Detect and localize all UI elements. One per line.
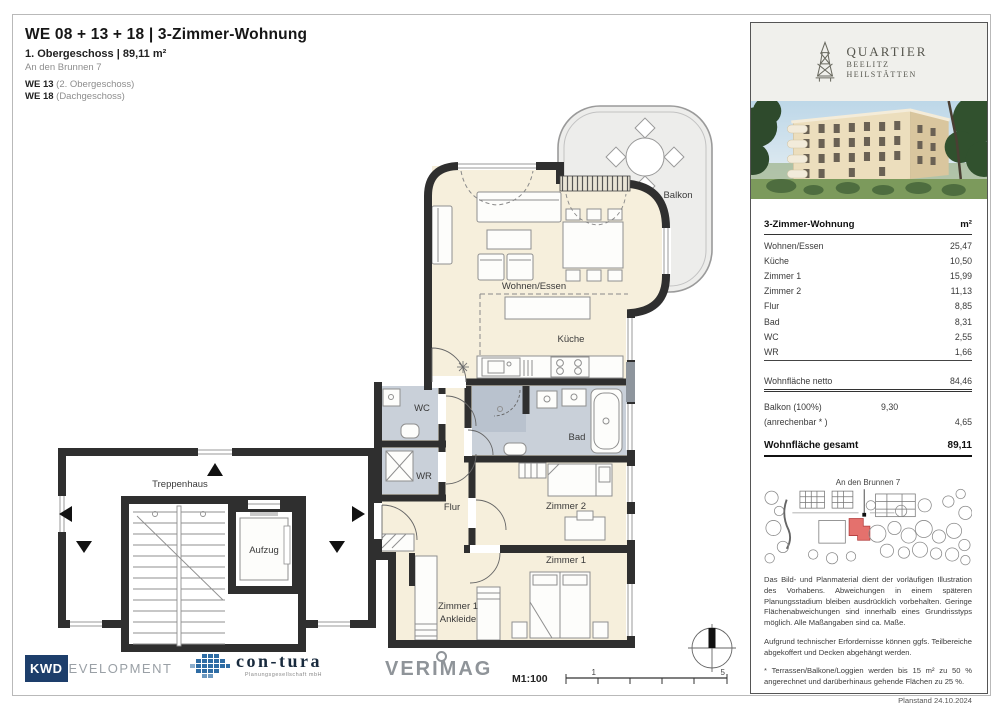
site-plan [764,478,972,574]
verimag-wordmark: VERIMAG [385,658,493,680]
disclaimer-paragraph-2: Aufgrund technischer Erfordernisse können ggfs. Teilbereiche abgekoffert und Decken abgehängt werden. [764,636,972,657]
site-plan-map [764,487,972,569]
label-wohnen-essen: Wohnen/Essen [501,281,567,292]
balcony-table [626,138,664,176]
table-row [764,238,972,253]
kwd-logo-box: KWD [25,655,68,682]
row-label: Flur [764,301,780,312]
area-table-header [764,219,972,235]
scale-tick-1: 1 [591,668,596,677]
kwd-logo [25,655,172,682]
row-label: WR [764,346,779,357]
row-value: 15,99 [949,270,972,281]
gesamt-label: Wohnfläche gesamt [764,440,859,451]
plan-date: Planstand 24.10.2024 [898,696,972,706]
area-table-title: 3-Zimmer-Wohnung [764,219,855,230]
highlighted-unit [849,519,870,541]
balkon-label: Balkon (100%) [764,402,822,412]
table-row [764,284,972,299]
north-arrow [688,624,736,672]
row-label: Zimmer 2 [764,286,802,297]
row-label: Zimmer 1 [764,270,802,281]
label-treppenhaus: Treppenhaus [152,479,208,490]
disclaimer-footnote: * Terrassen/Balkone/Loggien werden bis 15 m² zu 50 % angerechnet und darüberhinaus gehende Flächen zu 25 %. [764,666,972,687]
label-ankleide-line1: Zimmer 1 [437,601,479,612]
variant-we18-floor: (Dachgeschoss) [53,91,125,102]
label-wc: WC [414,403,430,414]
table-row [764,253,972,268]
label-balkon: Balkon [663,190,693,201]
brand-line2: BEELITZ [846,60,890,70]
address: An den Brunnen 7 [25,62,102,73]
label-zimmer2: Zimmer 2 [545,501,587,512]
row-value: 11,13 [950,286,972,297]
label-zimmer1: Zimmer 1 [545,555,587,566]
row-value: 25,47 [949,240,972,251]
netto-row [764,373,972,392]
contura-wordmark: con-tura [236,651,322,671]
variant-we18-code: WE 18 [25,91,54,102]
contura-icon [188,654,230,678]
building-photo [751,101,987,199]
scale-tick-5: 5 [720,668,725,677]
table-row [764,329,972,344]
label-ankleide-line2: Ankleide [439,614,477,625]
contura-subtitle: Planungsgesellschaft mbH [244,672,322,678]
brand-line3: HEILSTÄTTEN [846,70,917,80]
tower-icon [811,39,839,85]
row-label: Bad [764,316,780,327]
netto-value: 84,46 [949,375,972,386]
anrechenbar-label: (anrechenbar * ) [764,417,828,427]
table-row [764,268,972,283]
row-label: Wohnen/Essen [764,240,824,251]
label-aufzug: Aufzug [249,545,279,556]
scale-label: M1:100 [512,673,548,685]
anrechenbar-value: 4,65 [954,417,972,427]
label-wr: WR [416,471,432,482]
label-bad: Bad [568,432,586,443]
row-value: 8,85 [954,301,972,312]
site-plan-label: An den Brunnen 7 [835,478,901,487]
label-kueche: Küche [557,334,585,345]
row-value: 1,66 [954,346,972,357]
area-table [764,219,972,457]
verimag-logo [385,658,492,681]
label-flur: Flur [443,502,461,513]
brand-line1: QUARTIER [846,43,928,59]
stairwell-wing [58,448,372,648]
balkon-row [764,400,972,415]
row-value: 2,55 [954,331,972,342]
disclaimer-paragraph-1: Das Bild- und Planmaterial dient der vorläufigen Illustration des Vorhabens. Abweichungen in einem späteren Planungsstadium bleiben ausdrücklich vorbehalten. Geringe Flächenabweichungen sind innerhalb eines Grundrisstyps möglich. Alle Maßangaben sind ca. Maße. [764,575,972,628]
page-title: WE 08 + 13 + 18 | 3-Zimmer-Wohnung [25,26,308,43]
info-sidebar [750,22,988,706]
netto-label: Wohnfläche netto [764,375,833,386]
row-label: Küche [764,255,789,266]
floor-and-area: 1. Obergeschoss | 89,11 m² [25,48,167,60]
gesamt-row [764,437,972,457]
brand-header [751,23,987,101]
anrechenbar-row [764,415,972,430]
brand-wordmark [847,44,928,80]
contura-logo [188,652,322,678]
balkon-value: 9,30 [881,402,899,412]
table-row [764,314,972,329]
row-value: 8,31 [954,316,972,327]
shower [472,386,526,432]
row-value: 10,50 [949,255,972,266]
disclaimer [764,575,972,707]
kwd-logo-text: EVELOPMENT [68,661,173,676]
verimag-ring-icon [436,651,447,662]
table-row [764,299,972,314]
variant-we13-floor: (2. Obergeschoss) [53,79,135,90]
row-label: WC [764,331,779,342]
variant-we13-code: WE 13 [25,79,54,90]
area-table-unit: m² [960,219,972,230]
scale-bar [512,668,727,685]
table-row [764,344,972,360]
gesamt-value: 89,11 [947,440,972,451]
